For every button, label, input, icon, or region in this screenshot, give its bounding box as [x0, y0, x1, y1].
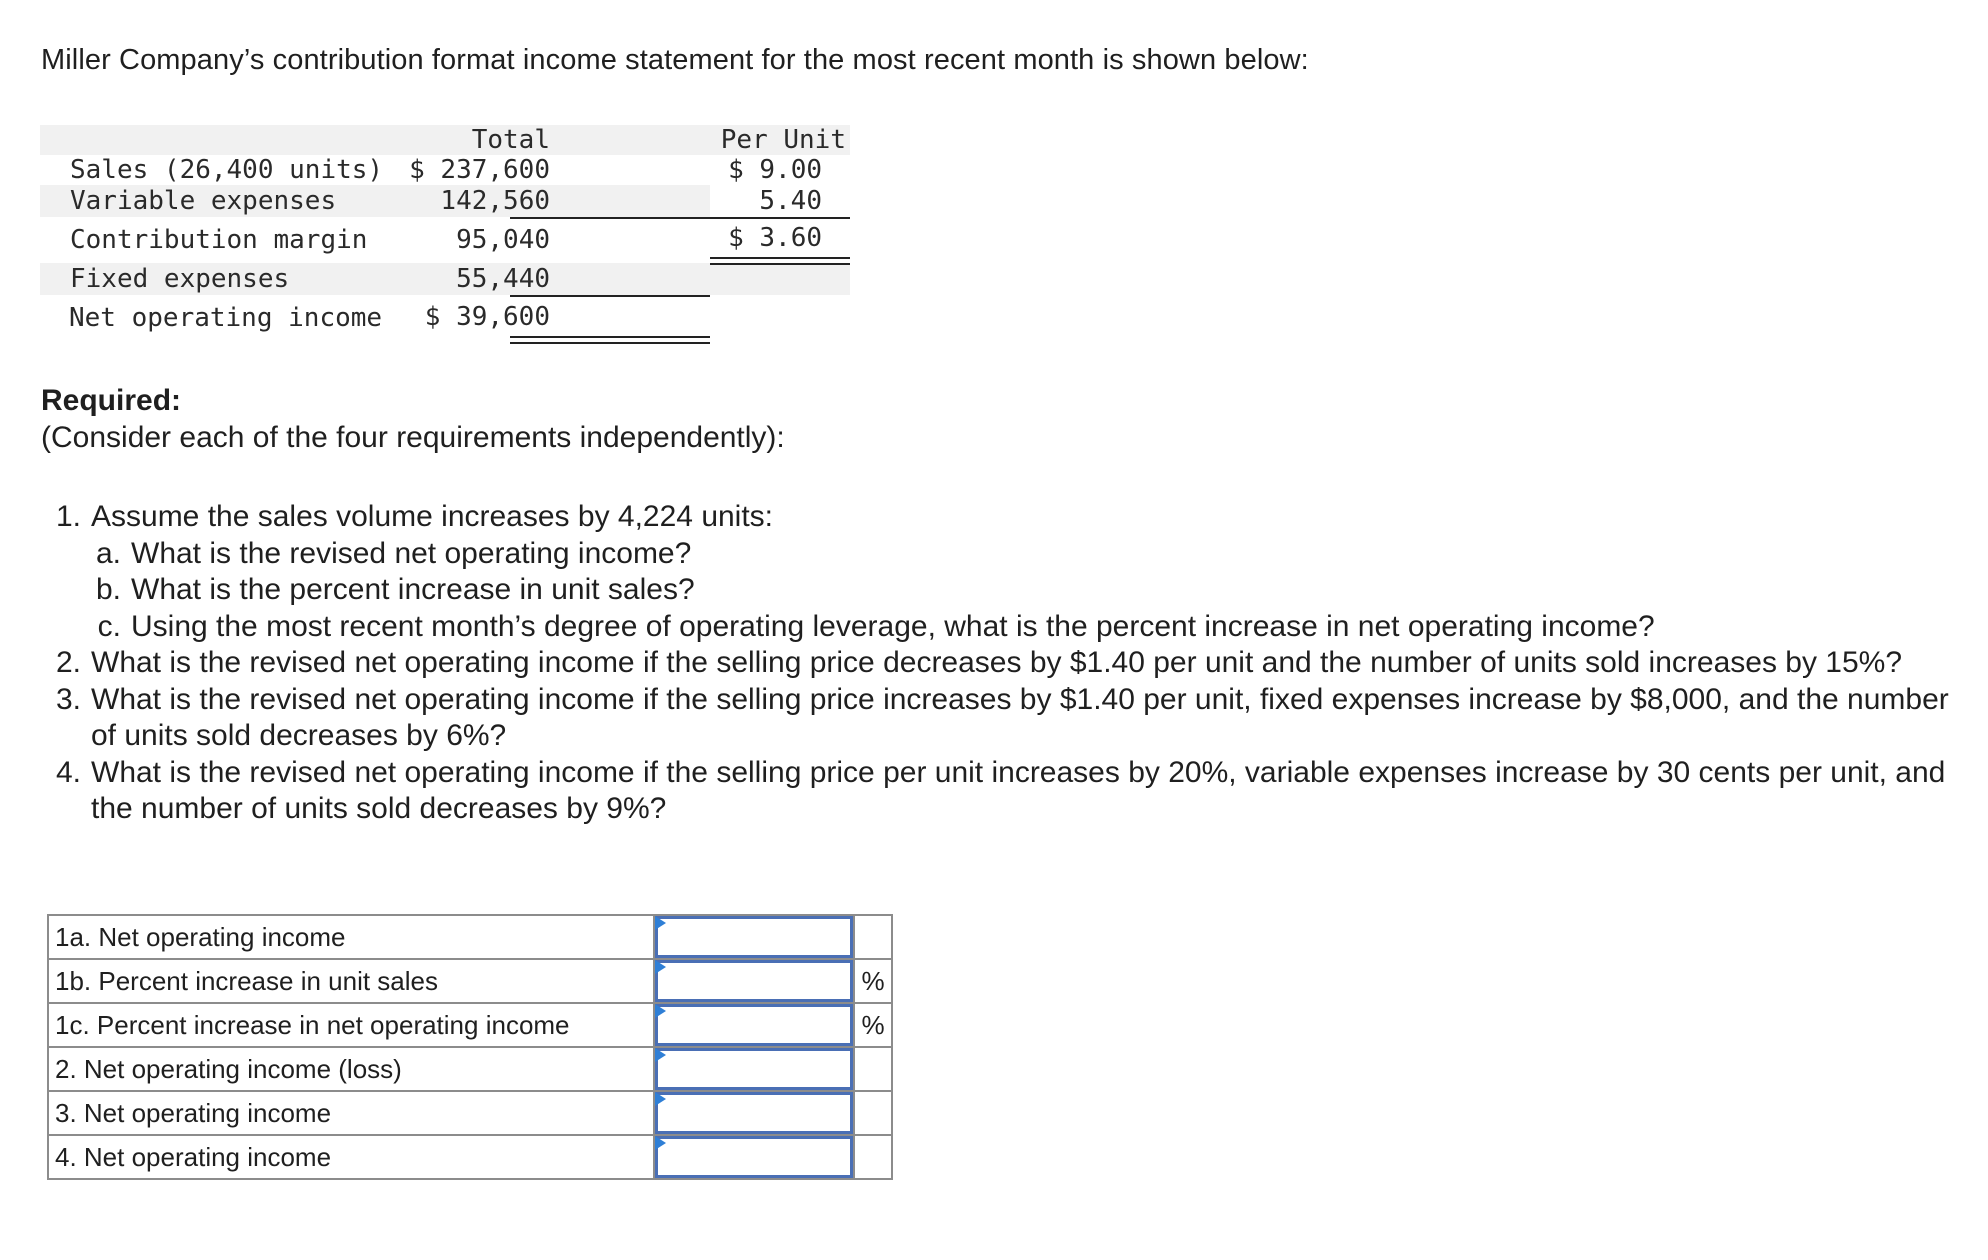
required-note: (Consider each of the four requirements independently):: [41, 421, 785, 454]
answer-table: [47, 914, 893, 1180]
header-per-unit: Per Unit: [720, 125, 846, 155]
question-text: What is the revised net operating income if the selling price decreases by $1.40 per unit and the number of units sold increases by 15%?: [91, 646, 1903, 679]
answer-label: 2. Net operating income (loss): [48, 1047, 654, 1091]
question-list: [41, 499, 1961, 828]
income-statement: [40, 125, 850, 345]
answer-label: 3. Net operating income: [48, 1091, 654, 1135]
answer-row-1c: [48, 1003, 892, 1047]
rule-total-variable: [510, 217, 710, 219]
rule-total-fixed: [510, 295, 710, 297]
question-3: [41, 682, 1961, 755]
row-per-unit-sales: $ 9.00: [728, 155, 822, 185]
question-number: 1.: [55, 500, 81, 533]
answer-label: 1b. Percent increase in unit sales: [48, 959, 654, 1003]
required-title: Required:: [41, 384, 182, 417]
answer-unit: [854, 1047, 892, 1091]
answer-cell: [654, 1003, 854, 1047]
answer-cell: [654, 1135, 854, 1179]
answer-row-4: [48, 1135, 892, 1179]
sub-question-text: What is the percent increase in unit sales?: [131, 573, 695, 606]
sub-question-letter: a.: [95, 536, 121, 570]
row-total-contribution: 95,040: [456, 225, 550, 255]
answer-cell: [654, 959, 854, 1003]
answer-unit: %: [854, 1003, 892, 1047]
question-text: What is the revised net operating income if the selling price per unit increases by 20%, variable expenses increase by 30 cents per unit, and the number of units sold decreases by 9%?: [91, 755, 1946, 825]
sub-question-letter: b.: [95, 573, 121, 606]
question-number: 3.: [55, 682, 81, 716]
sub-question-text: What is the revised net operating income?: [131, 536, 692, 570]
row-total-variable: 142,560: [440, 186, 550, 216]
answer-label: 1a. Net operating income: [48, 915, 654, 959]
double-rule-total-net: [510, 336, 710, 344]
sub-question-letter: c.: [97, 609, 121, 643]
answer-row-2: [48, 1047, 892, 1091]
question-text: What is the revised net operating income if the selling price increases by $1.40 per unit, fixed expenses increase by $8,000, and the number of units sold decreases by 6%?: [91, 682, 1949, 752]
question-4: [41, 755, 1961, 828]
intro-text: Miller Company’s contribution format income statement for the most recent month is shown below:: [41, 44, 1309, 76]
rule-per-unit-variable: [710, 217, 850, 219]
answer-input-1a[interactable]: [655, 916, 853, 958]
answer-unit: [854, 1135, 892, 1179]
answer-input-2[interactable]: [655, 1048, 853, 1090]
question-1c: [41, 609, 1961, 646]
answer-row-1a: [48, 915, 892, 959]
question-1: [41, 499, 1961, 536]
answer-cell: [654, 1047, 854, 1091]
row-label-fixed: Fixed expenses: [70, 264, 290, 294]
header-total: Total: [471, 125, 550, 155]
row-label-variable: Variable expenses: [70, 186, 337, 216]
row-label-contribution: Contribution margin: [70, 225, 368, 255]
sub-question-text: Using the most recent month’s degree of operating leverage, what is the percent increase in net operating income?: [131, 609, 1655, 643]
row-per-unit-variable: 5.40: [759, 186, 822, 216]
question-2: [41, 645, 1961, 682]
double-rule-per-unit: [710, 257, 850, 265]
answer-row-3: [48, 1091, 892, 1135]
answer-unit: %: [854, 959, 892, 1003]
row-per-unit-contribution: $ 3.60: [728, 223, 822, 253]
row-label-sales: Sales (26,400 units): [70, 155, 384, 185]
question-text: Assume the sales volume increases by 4,224 units:: [91, 500, 774, 533]
answer-input-3[interactable]: [655, 1092, 853, 1134]
answer-row-1b: [48, 959, 892, 1003]
answer-label: 4. Net operating income: [48, 1135, 654, 1179]
answer-input-4[interactable]: [655, 1136, 853, 1178]
answer-label: 1c. Percent increase in net operating income: [48, 1003, 654, 1047]
row-total-sales: $ 237,600: [409, 155, 550, 185]
question-1a: [41, 536, 1961, 573]
row-total-net: $ 39,600: [424, 302, 550, 332]
question-number: 4.: [55, 755, 81, 789]
answer-cell: [654, 915, 854, 959]
question-1b: [41, 572, 1961, 609]
row-total-fixed: 55,440: [456, 264, 550, 294]
answer-input-1b[interactable]: [655, 960, 853, 1002]
answer-unit: [854, 1091, 892, 1135]
row-label-net: Net operating income: [69, 303, 383, 333]
question-number: 2.: [55, 646, 81, 679]
answer-unit: [854, 915, 892, 959]
answer-cell: [654, 1091, 854, 1135]
answer-input-1c[interactable]: [655, 1004, 853, 1046]
